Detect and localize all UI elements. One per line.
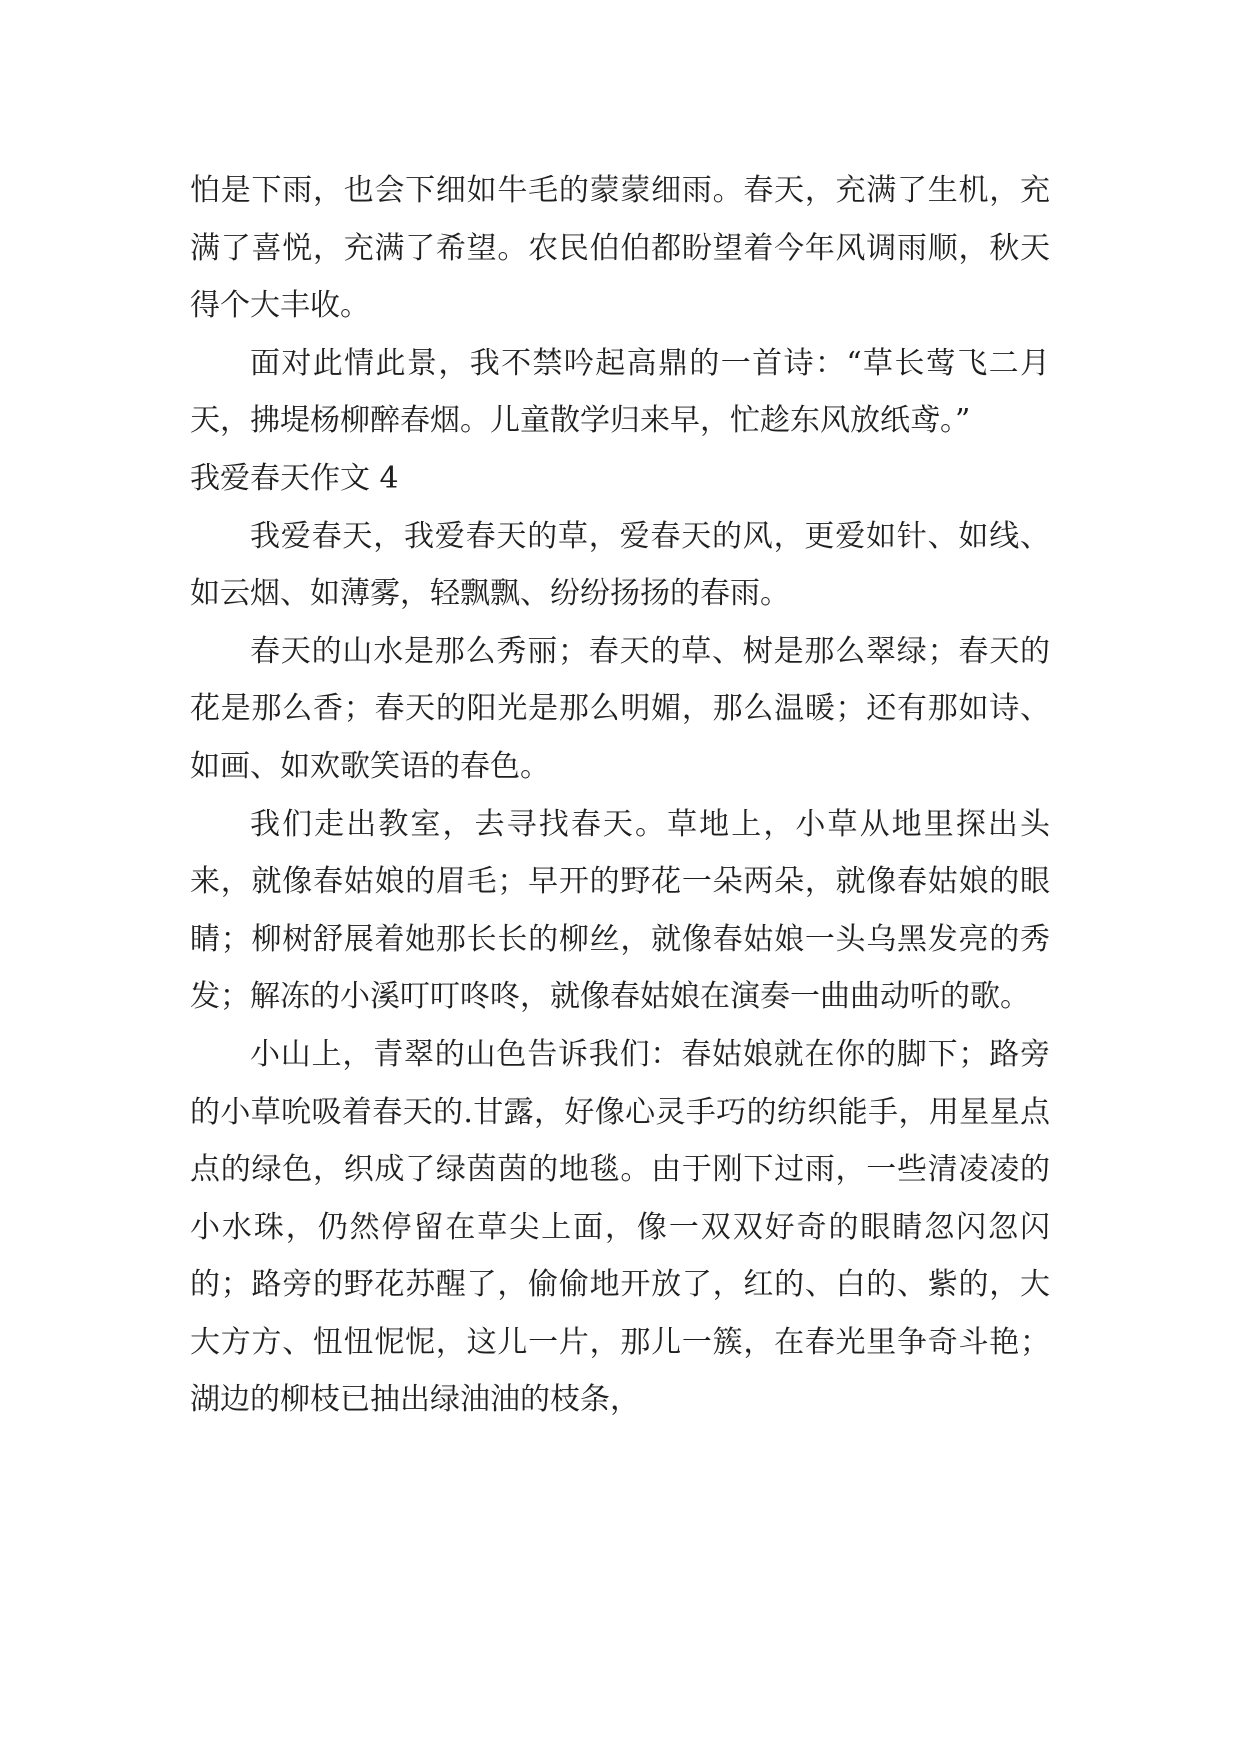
paragraph: 我爱春天，我爱春天的草，爱春天的风，更爱如针、如线、如云烟、如薄雾，轻飘飘、纷纷扬扬的春雨。: [190, 518, 1050, 612]
paragraph-continued: 怕是下雨，也会下细如牛毛的蒙蒙细雨。春天，充满了生机，充满了喜悦，充满了希望。农民伯伯都盼望着今年风调雨顺，秋天得个大丰收。: [190, 173, 1050, 324]
paragraph: 小山上，青翠的山色告诉我们：春姑娘就在你的脚下；路旁的小草吮吸着春天的.甘露，好像心灵手巧的纺织能手，用星星点点的绿色，织成了绿茵茵的地毯。由于刚下过雨，一些清凌凌的小水珠，仍然停留在草尖上面，像一双双好奇的眼睛忽闪忽闪的；路旁的野花苏醒了，偷偷地开放了，红的、白的、紫的，大大方方、忸忸怩怩，这儿一片，那儿一簇，在春光里争奇斗艳；湖边的柳枝已抽出绿油油的枝条，: [190, 1036, 1050, 1418]
paragraph: 我们走出教室，去寻找春天。草地上，小草从地里探出头来，就像春姑娘的眉毛；早开的野花一朵两朵，就像春姑娘的眼睛；柳树舒展着她那长长的柳丝，就像春姑娘一头乌黑发亮的秀发；解冻的小溪叮叮咚咚，就像春姑娘在演奏一曲曲动听的歌。: [190, 806, 1050, 1015]
document-body: [190, 162, 1050, 1429]
paragraph-poem: 面对此情此景，我不禁吟起高鼎的一首诗：“草长莺飞二月天，拂堤杨柳醉春烟。儿童散学归来早，忙趁东风放纸鸢。”: [190, 345, 1050, 439]
paragraph: 春天的山水是那么秀丽；春天的草、树是那么翠绿；春天的花是那么香；春天的阳光是那么明媚，那么温暖；还有那如诗、如画、如欢歌笑语的春色。: [190, 633, 1050, 784]
section-title: 我爱春天作文 4: [190, 460, 399, 496]
